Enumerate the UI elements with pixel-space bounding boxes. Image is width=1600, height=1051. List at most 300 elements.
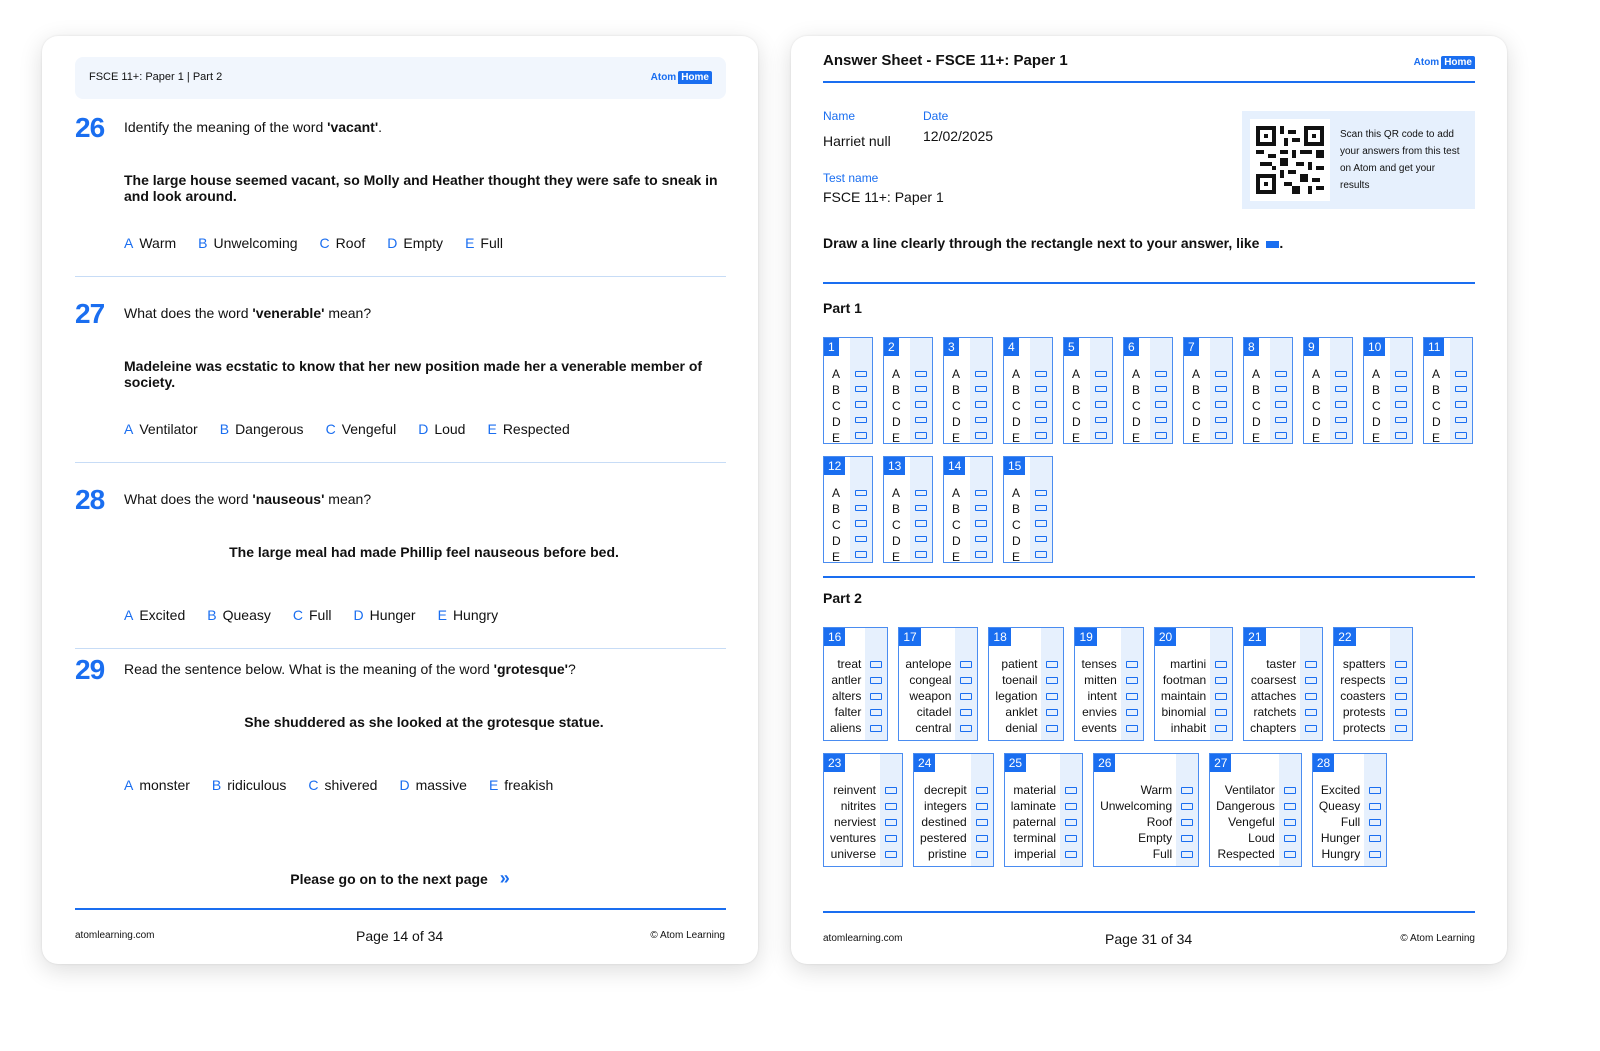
answer-rectangle[interactable] xyxy=(1181,819,1193,826)
answer-rectangle[interactable] xyxy=(975,371,987,377)
question-number: 7 xyxy=(1184,338,1199,356)
answer-rectangle[interactable] xyxy=(1335,386,1347,392)
answer-option[interactable]: D Empty xyxy=(387,235,444,251)
answer-rectangle[interactable] xyxy=(975,386,987,392)
option-word: Dangerous xyxy=(1216,799,1275,813)
answer-rectangle[interactable] xyxy=(960,661,972,668)
answer-rectangle[interactable] xyxy=(1305,661,1317,668)
option-letter: E xyxy=(1012,431,1021,445)
option-letter: B xyxy=(952,502,961,516)
answer-rectangle[interactable] xyxy=(1155,386,1167,392)
option-letter: C xyxy=(1312,399,1321,413)
option-letter: B xyxy=(1252,383,1261,397)
name-value: Harriet null xyxy=(823,133,891,149)
option-word: patient xyxy=(1001,657,1038,671)
answer-rectangle[interactable] xyxy=(1046,661,1058,668)
answer-rectangle[interactable] xyxy=(1455,417,1467,423)
option-letter: E xyxy=(1432,431,1441,445)
option-word: Roof xyxy=(1146,815,1173,829)
answer-rectangle[interactable] xyxy=(1035,371,1047,377)
answer-rectangle[interactable] xyxy=(1335,401,1347,407)
option-word: integers xyxy=(924,799,967,813)
option-letter: B xyxy=(1012,502,1021,516)
answer-box xyxy=(1123,337,1173,444)
question-number: 27 xyxy=(1210,754,1231,772)
option-word: anklet xyxy=(1005,705,1038,719)
answer-rectangle[interactable] xyxy=(1284,803,1296,810)
answer-rectangle[interactable] xyxy=(855,505,867,511)
answer-box xyxy=(1363,337,1413,444)
answer-rectangle[interactable] xyxy=(1035,505,1047,511)
answer-rectangle[interactable] xyxy=(915,417,927,423)
option-letter: E xyxy=(892,431,901,445)
option-word: Warm xyxy=(1140,783,1173,797)
option-word: weapon xyxy=(909,689,952,703)
question-number: 12 xyxy=(824,457,845,475)
answer-rectangle[interactable] xyxy=(1284,851,1296,858)
answer-rectangle[interactable] xyxy=(1126,709,1138,716)
option-letter: A xyxy=(1012,486,1021,500)
option-word: Empty xyxy=(1138,831,1173,845)
question-number: 10 xyxy=(1364,338,1385,356)
answer-options xyxy=(124,421,570,437)
option-letter: D xyxy=(1252,415,1261,429)
marking-instruction: Draw a line clearly through the rectangle next to your answer, like . xyxy=(823,235,1284,251)
answer-rectangle[interactable] xyxy=(855,551,867,557)
answer-rectangle[interactable] xyxy=(1395,371,1407,377)
answer-option[interactable]: E Respected xyxy=(487,421,570,437)
answer-rectangle[interactable] xyxy=(976,835,988,842)
answer-rectangle[interactable] xyxy=(1126,677,1138,684)
question-number: 11 xyxy=(1424,338,1444,356)
option-letter: A xyxy=(1432,367,1441,381)
answer-rectangle[interactable] xyxy=(1455,386,1467,392)
option-word: laminate xyxy=(1010,799,1057,813)
option-word: treat xyxy=(837,657,862,671)
option-letter: D xyxy=(1192,415,1201,429)
option-word: Full xyxy=(1340,815,1361,829)
option-letter: C xyxy=(1192,399,1201,413)
option-word: spatters xyxy=(1342,657,1386,671)
footer-copyright: © Atom Learning xyxy=(650,930,725,941)
option-word: central xyxy=(915,721,952,735)
option-word: Hunger xyxy=(1320,831,1361,845)
answer-option[interactable]: D massive xyxy=(399,777,467,793)
answer-rectangle[interactable] xyxy=(1035,386,1047,392)
date-value: 12/02/2025 xyxy=(923,128,994,144)
question-number: 25 xyxy=(1005,754,1026,772)
answer-option[interactable]: B Dangerous xyxy=(219,421,304,437)
option-letter: D xyxy=(1012,534,1021,548)
answer-rectangle[interactable] xyxy=(870,709,882,716)
option-word: Excited xyxy=(1320,783,1361,797)
answer-rectangle[interactable] xyxy=(960,677,972,684)
answer-option[interactable]: A Ventilator xyxy=(124,421,198,437)
answer-option[interactable]: D Loud xyxy=(418,421,466,437)
answer-rectangle[interactable] xyxy=(1065,819,1077,826)
answer-rectangle[interactable] xyxy=(870,661,882,668)
option-letter: C xyxy=(1252,399,1261,413)
answer-rectangle[interactable] xyxy=(975,505,987,511)
answer-rectangle[interactable] xyxy=(1095,417,1107,423)
answer-rectangle[interactable] xyxy=(1035,417,1047,423)
answer-rectangle[interactable] xyxy=(1065,835,1077,842)
answer-option[interactable]: C Vengeful xyxy=(325,421,397,437)
option-word: ratchets xyxy=(1253,705,1297,719)
answer-rectangle[interactable] xyxy=(1046,677,1058,684)
answer-rectangle[interactable] xyxy=(870,693,882,700)
answer-rectangle[interactable] xyxy=(1035,490,1047,496)
answer-rectangle[interactable] xyxy=(1369,819,1381,826)
answer-rectangle[interactable] xyxy=(1395,401,1407,407)
answer-rectangle[interactable] xyxy=(1035,520,1047,526)
answer-rectangle[interactable] xyxy=(885,851,897,858)
answer-rectangle[interactable] xyxy=(885,787,897,794)
answer-option[interactable]: A monster xyxy=(124,777,190,793)
answer-rectangle[interactable] xyxy=(1065,787,1077,794)
answer-box xyxy=(1074,627,1143,741)
option-word: pristine xyxy=(928,847,967,861)
test-name-label: Test name xyxy=(823,171,879,185)
answer-rectangle[interactable] xyxy=(975,551,987,557)
answer-rectangle[interactable] xyxy=(1181,835,1193,842)
answer-option[interactable]: C Roof xyxy=(319,235,366,251)
atom-home-logo: Atom Home xyxy=(651,71,712,84)
answer-rectangle[interactable] xyxy=(1046,693,1058,700)
answer-rectangle[interactable] xyxy=(1395,661,1407,668)
divider xyxy=(823,282,1475,284)
answer-option[interactable]: A Warm xyxy=(124,235,177,251)
answer-rectangle[interactable] xyxy=(1126,693,1138,700)
answer-rectangle[interactable] xyxy=(915,371,927,377)
answer-rectangle[interactable] xyxy=(855,386,867,392)
answer-rectangle[interactable] xyxy=(960,693,972,700)
answer-rectangle[interactable] xyxy=(1215,386,1227,392)
option-letter: C xyxy=(1132,399,1141,413)
answer-option[interactable]: E Full xyxy=(465,235,503,251)
answer-options xyxy=(124,235,503,251)
answer-rectangle[interactable] xyxy=(976,803,988,810)
answer-rectangle[interactable] xyxy=(975,490,987,496)
question-number: 21 xyxy=(1244,628,1265,646)
answer-rectangle[interactable] xyxy=(975,536,987,542)
page-number: Page 31 of 34 xyxy=(1105,931,1193,947)
answer-rectangle[interactable] xyxy=(1215,371,1227,377)
answer-rectangle[interactable] xyxy=(1215,417,1227,423)
answer-rectangle[interactable] xyxy=(1369,803,1381,810)
answer-option[interactable]: C shivered xyxy=(308,777,378,793)
option-word: imperial xyxy=(1014,847,1057,861)
answer-rectangle[interactable] xyxy=(870,725,882,732)
answer-rectangle[interactable] xyxy=(1395,677,1407,684)
answer-option[interactable]: B Queasy xyxy=(207,607,271,623)
answer-rectangle[interactable] xyxy=(915,401,927,407)
answer-rectangle[interactable] xyxy=(975,432,987,438)
answer-option[interactable]: D Hunger xyxy=(353,607,416,623)
answer-rectangle[interactable] xyxy=(1046,725,1058,732)
answer-rectangle[interactable] xyxy=(885,819,897,826)
answer-box xyxy=(1004,753,1083,867)
answer-box xyxy=(1154,627,1233,741)
answer-rectangle[interactable] xyxy=(885,835,897,842)
answer-rectangle[interactable] xyxy=(915,432,927,438)
answer-box xyxy=(1303,337,1353,444)
question-passage: The large meal had made Phillip feel nauseous before bed. xyxy=(229,544,619,560)
question-page xyxy=(42,36,758,964)
option-letter: A xyxy=(952,486,961,500)
answer-rectangle[interactable] xyxy=(1284,835,1296,842)
answer-rectangle[interactable] xyxy=(855,432,867,438)
answer-rectangle[interactable] xyxy=(1395,386,1407,392)
double-chevron-right-icon: » xyxy=(499,868,510,888)
answer-box xyxy=(883,456,933,563)
answer-rectangle[interactable] xyxy=(915,505,927,511)
option-word: paternal xyxy=(1012,815,1057,829)
answer-rectangle[interactable] xyxy=(1455,401,1467,407)
option-letter: E xyxy=(832,550,841,564)
answer-rectangle[interactable] xyxy=(870,677,882,684)
answer-rectangle[interactable] xyxy=(1455,432,1467,438)
answer-rectangle[interactable] xyxy=(1395,725,1407,732)
answer-rectangle[interactable] xyxy=(1035,551,1047,557)
answer-rectangle[interactable] xyxy=(1046,709,1058,716)
answer-rectangle[interactable] xyxy=(1305,709,1317,716)
answer-rectangle[interactable] xyxy=(855,520,867,526)
question-number: 15 xyxy=(1004,457,1025,475)
question-prompt: What does the word 'nauseous' mean? xyxy=(124,491,372,507)
option-letter: C xyxy=(892,518,901,532)
answer-rectangle[interactable] xyxy=(1369,835,1381,842)
answer-rectangle[interactable] xyxy=(885,803,897,810)
answer-option[interactable]: B ridiculous xyxy=(211,777,287,793)
option-letter: D xyxy=(1372,415,1381,429)
option-letter: A xyxy=(832,367,841,381)
option-letter: D xyxy=(952,415,961,429)
answer-rectangle[interactable] xyxy=(1095,371,1107,377)
answer-rectangle[interactable] xyxy=(1126,661,1138,668)
option-letter: D xyxy=(1072,415,1081,429)
answer-rectangle[interactable] xyxy=(1305,677,1317,684)
question-number: 22 xyxy=(1334,628,1355,646)
answer-rectangle[interactable] xyxy=(915,520,927,526)
option-letter: A xyxy=(952,367,961,381)
answer-rectangle[interactable] xyxy=(1065,851,1077,858)
option-word: coarsest xyxy=(1250,673,1297,687)
option-word: events xyxy=(1081,721,1117,735)
question-number: 17 xyxy=(899,628,920,646)
answer-rectangle[interactable] xyxy=(1215,709,1227,716)
option-letter: E xyxy=(1192,431,1201,445)
option-letter: C xyxy=(832,399,841,413)
option-letter: E xyxy=(952,550,961,564)
answer-rectangle[interactable] xyxy=(1215,401,1227,407)
option-letter: E xyxy=(1132,431,1141,445)
option-word: terminal xyxy=(1013,831,1057,845)
answer-rectangle[interactable] xyxy=(1095,386,1107,392)
answer-rectangle[interactable] xyxy=(1275,401,1287,407)
answer-rectangle[interactable] xyxy=(975,401,987,407)
answer-rectangle[interactable] xyxy=(1155,432,1167,438)
option-word: coasters xyxy=(1340,689,1386,703)
option-word: toenail xyxy=(1002,673,1038,687)
option-letter: C xyxy=(1072,399,1081,413)
answer-rectangle[interactable] xyxy=(915,490,927,496)
answer-rectangle[interactable] xyxy=(1284,787,1296,794)
answer-rectangle[interactable] xyxy=(960,725,972,732)
question-number: 28 xyxy=(1313,754,1334,772)
answer-box xyxy=(1063,337,1113,444)
footer-copyright: © Atom Learning xyxy=(1400,933,1475,944)
question-number: 3 xyxy=(944,338,959,356)
answer-rectangle[interactable] xyxy=(1275,432,1287,438)
answer-rectangle[interactable] xyxy=(976,851,988,858)
answer-rectangle[interactable] xyxy=(1395,432,1407,438)
answer-rectangle[interactable] xyxy=(1181,787,1193,794)
option-word: reinvent xyxy=(833,783,877,797)
qr-panel xyxy=(1242,111,1475,209)
answer-rectangle[interactable] xyxy=(1215,725,1227,732)
answer-rectangle[interactable] xyxy=(975,417,987,423)
answer-option[interactable]: A Excited xyxy=(124,607,186,623)
option-word: Queasy xyxy=(1318,799,1361,813)
option-word: protects xyxy=(1342,721,1386,735)
option-letter: B xyxy=(832,502,841,516)
answer-rectangle[interactable] xyxy=(855,490,867,496)
answer-box xyxy=(1003,337,1053,444)
option-word: congeal xyxy=(909,673,952,687)
name-label: Name xyxy=(823,109,856,123)
answer-option[interactable]: B Unwelcoming xyxy=(198,235,298,251)
option-letter: E xyxy=(1312,431,1321,445)
answer-rectangle[interactable] xyxy=(915,536,927,542)
answer-rectangle[interactable] xyxy=(976,819,988,826)
answer-rectangle[interactable] xyxy=(915,551,927,557)
answer-rectangle[interactable] xyxy=(1305,693,1317,700)
option-word: universe xyxy=(830,847,877,861)
page-number: Page 14 of 34 xyxy=(356,928,444,944)
answer-rectangle[interactable] xyxy=(1095,432,1107,438)
answer-rectangle[interactable] xyxy=(855,401,867,407)
answer-rectangle[interactable] xyxy=(1335,371,1347,377)
test-name-value: FSCE 11+: Paper 1 xyxy=(823,189,944,205)
option-letter: D xyxy=(1132,415,1141,429)
question-number: 24 xyxy=(914,754,935,772)
answer-rectangle[interactable] xyxy=(975,520,987,526)
answer-rectangle[interactable] xyxy=(960,709,972,716)
option-letter: A xyxy=(1252,367,1261,381)
question-divider xyxy=(75,462,726,463)
answer-rectangle[interactable] xyxy=(1155,401,1167,407)
answer-rectangle[interactable] xyxy=(1335,417,1347,423)
answer-rectangle[interactable] xyxy=(1181,803,1193,810)
answer-box xyxy=(823,627,888,741)
answer-rectangle[interactable] xyxy=(976,787,988,794)
option-letter: B xyxy=(1432,383,1441,397)
question-passage: She shuddered as she looked at the grotesque statue. xyxy=(244,714,604,730)
answer-rectangle[interactable] xyxy=(1395,693,1407,700)
option-letter: E xyxy=(1012,550,1021,564)
option-letter: B xyxy=(1132,383,1141,397)
footer-divider xyxy=(75,908,726,910)
option-word: envies xyxy=(1082,705,1117,719)
answer-rectangle[interactable] xyxy=(1369,851,1381,858)
answer-rectangle[interactable] xyxy=(1455,371,1467,377)
option-letter: C xyxy=(1012,399,1021,413)
option-letter: C xyxy=(1012,518,1021,532)
answer-rectangle[interactable] xyxy=(1181,851,1193,858)
answer-rectangle[interactable] xyxy=(1095,401,1107,407)
answer-rectangle[interactable] xyxy=(1395,417,1407,423)
answer-rectangle[interactable] xyxy=(855,371,867,377)
option-letter: B xyxy=(892,383,901,397)
answer-rectangle[interactable] xyxy=(1395,709,1407,716)
answer-rectangle[interactable] xyxy=(1275,371,1287,377)
option-word: inhabit xyxy=(1170,721,1207,735)
answer-rectangle[interactable] xyxy=(855,417,867,423)
answer-rectangle[interactable] xyxy=(1335,432,1347,438)
question-number: 4 xyxy=(1004,338,1019,356)
option-word: attaches xyxy=(1250,689,1297,703)
answer-rectangle[interactable] xyxy=(1284,819,1296,826)
answer-rectangle[interactable] xyxy=(1065,803,1077,810)
answer-rectangle[interactable] xyxy=(1369,787,1381,794)
answer-rectangle[interactable] xyxy=(1155,417,1167,423)
answer-box xyxy=(823,337,873,444)
option-word: Unwelcoming xyxy=(1100,799,1173,813)
answer-box xyxy=(988,627,1064,741)
answer-box xyxy=(1209,753,1302,867)
answer-option[interactable]: C Full xyxy=(292,607,332,623)
answer-box xyxy=(1093,753,1199,867)
answer-rectangle[interactable] xyxy=(915,386,927,392)
option-letter: A xyxy=(1312,367,1321,381)
option-letter: C xyxy=(1372,399,1381,413)
answer-box xyxy=(943,456,993,563)
option-word: binomial xyxy=(1161,705,1207,719)
answer-rectangle[interactable] xyxy=(855,536,867,542)
answer-rectangle[interactable] xyxy=(1275,386,1287,392)
footer-site: atomlearning.com xyxy=(75,930,155,941)
answer-rectangle[interactable] xyxy=(1275,417,1287,423)
answer-option[interactable]: E freakish xyxy=(488,777,554,793)
option-word: antelope xyxy=(905,657,952,671)
answer-rectangle[interactable] xyxy=(1215,677,1227,684)
question-prompt: Identify the meaning of the word 'vacant'. xyxy=(124,119,383,135)
option-word: destined xyxy=(921,815,967,829)
answer-options xyxy=(124,607,498,623)
option-letter: E xyxy=(1072,431,1081,445)
answer-options xyxy=(124,777,553,793)
answer-rectangle[interactable] xyxy=(1035,401,1047,407)
answer-rectangle[interactable] xyxy=(1215,693,1227,700)
title-divider xyxy=(823,81,1475,83)
option-letter: A xyxy=(892,367,901,381)
qr-code-icon[interactable] xyxy=(1250,119,1330,201)
option-letter: B xyxy=(1192,383,1201,397)
answer-rectangle[interactable] xyxy=(1305,725,1317,732)
option-word: aliens xyxy=(830,721,862,735)
question-prompt: What does the word 'venerable' mean? xyxy=(124,305,372,321)
answer-rectangle[interactable] xyxy=(1215,661,1227,668)
answer-rectangle[interactable] xyxy=(1155,371,1167,377)
answer-rectangle[interactable] xyxy=(1035,432,1047,438)
question-prompt: Read the sentence below. What is the meaning of the word 'grotesque'? xyxy=(124,661,576,677)
answer-rectangle[interactable] xyxy=(1215,432,1227,438)
answer-rectangle[interactable] xyxy=(1126,725,1138,732)
answer-rectangle[interactable] xyxy=(1035,536,1047,542)
answer-option[interactable]: E Hungry xyxy=(437,607,499,623)
option-letter: D xyxy=(1432,415,1441,429)
